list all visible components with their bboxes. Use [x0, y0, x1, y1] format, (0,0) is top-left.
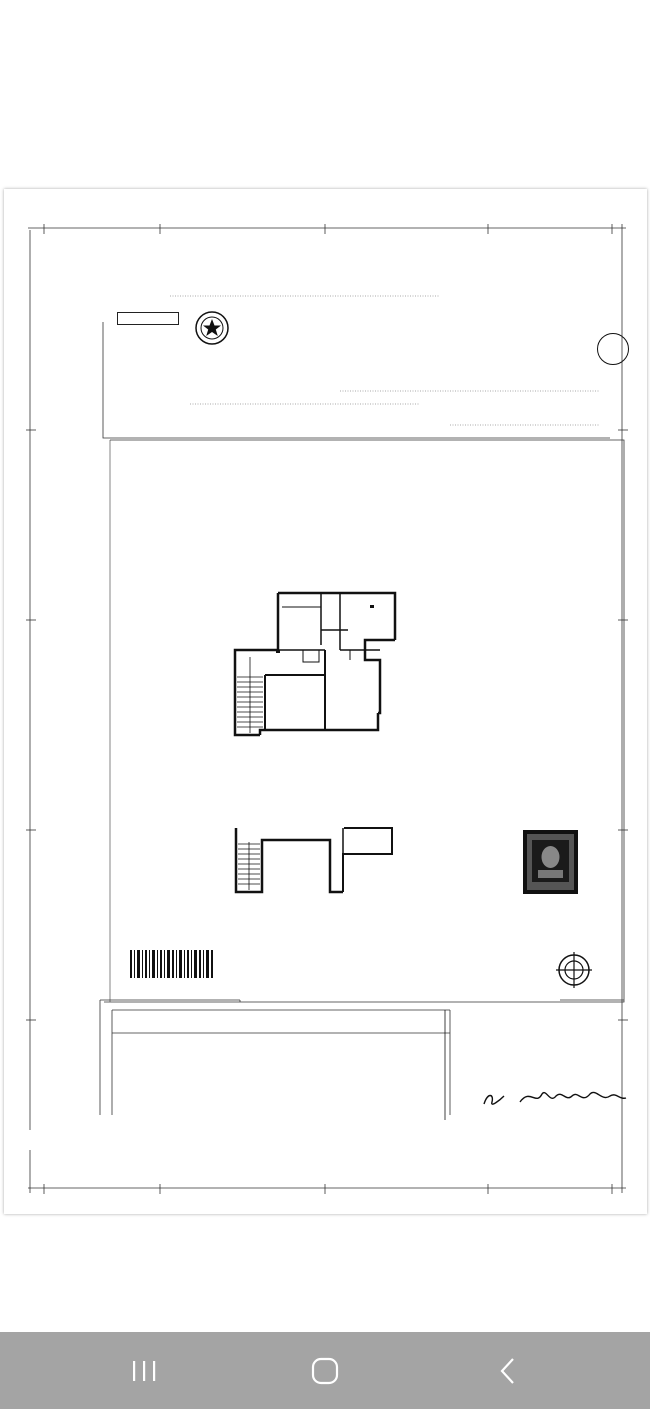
- signature-image: [480, 1082, 630, 1112]
- home-button[interactable]: [285, 1332, 365, 1409]
- back-icon: [498, 1357, 518, 1385]
- revenue-stamp-image: [523, 830, 578, 894]
- floor-plan-first: [230, 585, 410, 745]
- recents-icon: [131, 1360, 157, 1382]
- emblem-icon: [194, 310, 230, 346]
- barcode-image: [128, 948, 216, 986]
- lire-stamp: [597, 333, 629, 365]
- home-icon: [310, 1356, 340, 1386]
- recents-button[interactable]: [104, 1332, 184, 1409]
- stamp-box: [117, 312, 179, 325]
- back-button[interactable]: [468, 1332, 548, 1409]
- form-divider: [440, 1010, 450, 1120]
- floor-plan-basement: [230, 822, 400, 902]
- system-navigation-bar: [0, 1332, 650, 1409]
- compass-icon: [554, 950, 594, 990]
